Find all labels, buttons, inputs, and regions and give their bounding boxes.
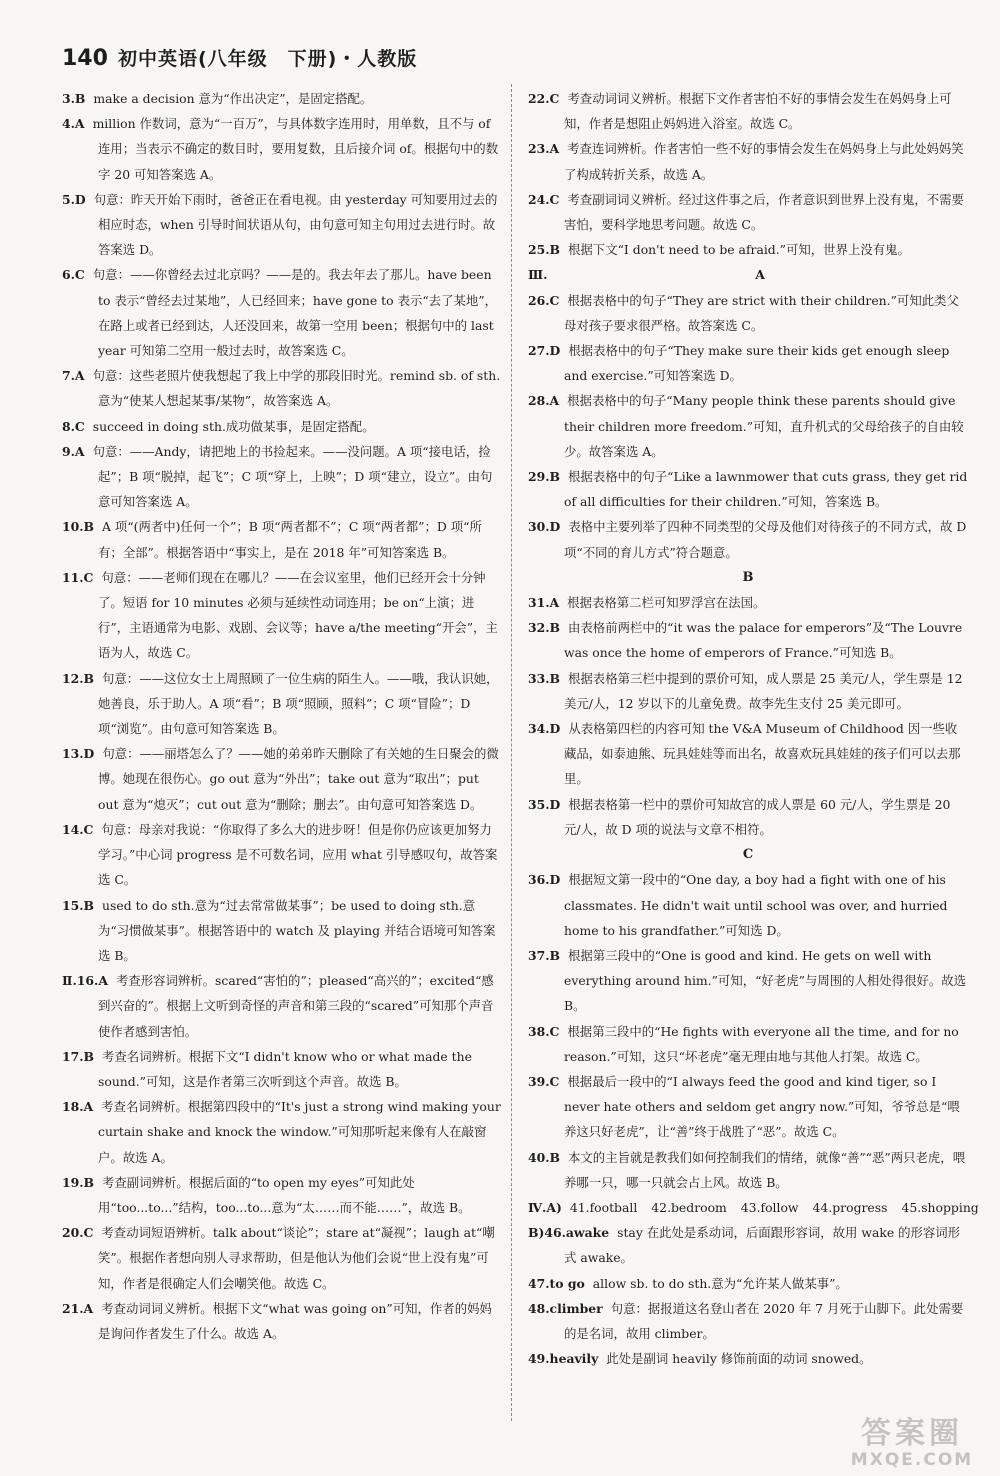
answer-explanation: 考查名词辨析。根据第四段中的“It's just a strong wind making your curtain shake and knock the window.”可知那听起来像有人在敲窗户。故选 A。	[98, 1099, 501, 1165]
answer-number: 27.D	[528, 343, 561, 359]
answer-number: 8.C	[62, 418, 85, 434]
watermark-bottom-text: MXQE.COM	[850, 1450, 974, 1470]
answer-explanation: 考查名词辨析。根据下文“I didn't know who or what made the sound.”可知，这是作者第三次听到这个声音。故选 B。	[98, 1048, 472, 1089]
answer-number: 35.D	[528, 796, 561, 812]
answer-item	[528, 86, 968, 136]
section-4-label: Ⅳ.A)	[528, 1199, 562, 1215]
answer-number: 32.B	[528, 620, 561, 636]
answer-explanation: 根据最后一段中的“I always feed the good and kind tiger, so I never hate others and seldom get angry now.”可知，爷爷总是“喂养这只好老虎”，让“善”终于战胜了“恶”。故选 C。	[564, 1073, 960, 1140]
answer-number: 33.B	[528, 670, 561, 686]
answer-item	[62, 414, 502, 439]
page-header	[62, 44, 970, 78]
answer-number: 34.D	[528, 721, 561, 737]
answer-explanation: 由表格前两栏中的“it was the palace for emperors”及“The Louvre was once the home of emperors of France.”可知选 B。	[564, 620, 963, 661]
answers-46-49	[528, 1220, 968, 1371]
answer-number: 13.D	[62, 746, 95, 762]
answer-item	[528, 590, 968, 615]
answer-explanation: 考查动词词义辨析。根据下文作者害怕不好的事情会发生在妈妈身上可知，作者是想阻止妈妈进入浴室。故选 C。	[564, 91, 952, 132]
answer-item	[528, 867, 968, 943]
answer-item	[62, 565, 502, 666]
section-3-label: Ⅲ.	[528, 267, 548, 283]
answer-item	[528, 716, 968, 792]
answer-item	[62, 1220, 502, 1296]
answer-number: 23.A	[528, 141, 560, 157]
answer-explanation: stay 在此处是系动词，后面跟形容词，故用 wake 的形容词形式 awake。	[564, 1225, 961, 1266]
fill-answer: 43.follow	[740, 1199, 799, 1215]
watermark-logo	[842, 1408, 982, 1470]
answer-number: 12.B	[62, 670, 95, 686]
fill-answer: 44.progress	[812, 1199, 888, 1215]
answer-item	[528, 136, 968, 186]
answer-explanation: allow sb. to do sth.意为“允许某人做某事”。	[592, 1275, 848, 1291]
answer-item	[528, 514, 968, 564]
fill-answer: 42.bedroom	[651, 1199, 727, 1215]
answer-number: 9.A	[62, 443, 85, 459]
answer-number: 25.B	[528, 242, 561, 258]
answer-number: 3.B	[62, 91, 86, 106]
answer-number: B)46.awake	[528, 1225, 610, 1241]
column-divider	[511, 84, 512, 1421]
answer-number: Ⅱ.16.A	[62, 973, 108, 989]
answer-item	[528, 943, 968, 1019]
answer-item	[528, 288, 968, 338]
page-number: 140	[62, 46, 108, 71]
section-a-label: A	[755, 267, 765, 283]
left-column	[62, 86, 502, 1346]
answer-item	[62, 1170, 502, 1220]
answer-item	[528, 1145, 968, 1195]
answer-item	[528, 338, 968, 388]
answer-explanation: 根据第三段中的“One is good and kind. He gets on well with everything around him.”可知，“好老虎”与周围的人相处得很好。故选 B。	[564, 947, 967, 1014]
answer-explanation: 根据第三段中的“He fights with everyone all the time, and for no reason.”可知，这只“坏老虎”毫无理由地与其他人打架。故选 C。	[564, 1023, 959, 1064]
answer-item	[62, 111, 502, 187]
answer-explanation: 句意：——Andy，请把地上的书捡起来。——没问题。A 项“接电话，捡起”；B 项“脱掉，起飞”；C 项“穿上，上映”；D 项“建立，设立”。由句意可知答案选 A。	[92, 443, 493, 510]
answer-item	[62, 1094, 502, 1170]
answer-explanation: used to do sth.意为“过去常常做某事”；be used to doing sth.意为“习惯做某事”。根据答语中的 watch 及 playing 并结合语境可知答案选 B。	[98, 897, 496, 963]
answer-explanation: 本文的主旨就是教我们如何控制我们的情绪，就像“善”“恶”两只老虎，喂养哪一只，哪一只就会占上风。故选 B。	[564, 1149, 966, 1190]
answer-explanation: 考查形容词辨析。scared“害怕的”；pleased“高兴的”；excited“感到兴奋的”。根据上文听到奇怪的声音和第三段的“scared”可知那个声音使作者感到害怕。	[98, 973, 494, 1039]
answer-explanation: make a decision 意为“作出决定”，是固定搭配。	[93, 91, 373, 106]
answer-item	[528, 666, 968, 716]
answer-item	[62, 968, 502, 1044]
answer-explanation: 句意：——这位女士上周照顾了一位生病的陌生人。——哦，我认识她，她善良，乐于助人。A 项“看”；B 项“照顾，照料”；C 项“冒险”；D 项“浏览”。由句意可知答案选 B。	[98, 670, 499, 737]
answer-item	[528, 187, 968, 237]
answers-22-25	[528, 86, 968, 262]
answer-number: 4.A	[62, 116, 85, 132]
answer-number: 38.C	[528, 1023, 560, 1039]
answer-item	[62, 741, 502, 817]
answer-item	[62, 666, 502, 742]
answer-number: 19.B	[62, 1174, 95, 1190]
answers-31-35	[528, 590, 968, 842]
answer-number: 28.A	[528, 393, 560, 409]
answer-item	[62, 1044, 502, 1094]
answers-36-40	[528, 867, 968, 1195]
right-column	[528, 86, 979, 1371]
answer-explanation: 句意：母亲对我说：“你取得了多么大的进步呀！但是你仍应该更加努力学习。”中心词 progress 是不可数名词，应用 what 引导感叹句，故答案选 C。	[98, 821, 498, 888]
answer-item	[62, 86, 502, 111]
answer-item	[528, 237, 968, 262]
answer-explanation: 根据下文“I don't need to be afraid.”可知，世界上没有鬼。	[568, 242, 910, 258]
answer-item	[528, 1069, 968, 1145]
answer-number: 47.to go	[528, 1275, 585, 1291]
answer-explanation: 根据表格第三栏中提到的票价可知，成人票是 25 美元/人，学生票是 12 美元/人，12 岁以下的儿童免费。故李先生支付 25 美元即可。	[564, 670, 963, 711]
answer-explanation: 考查副词辨析。根据后面的“to open my eyes”可知此处用“too...to...”结构，too...to...意为“太……而不能……”，故选 B。	[98, 1174, 471, 1215]
answer-item	[62, 817, 502, 893]
answer-item	[528, 388, 968, 464]
answer-explanation: A 项“(两者中)任何一个”；B 项“两者都不”；C 项“两者都”；D 项“所有；全部”。根据答语中“事实上，是在 2018 年”可知答案选 B。	[98, 519, 482, 560]
answer-number: 49.heavily	[528, 1351, 599, 1367]
answer-item	[528, 1271, 968, 1296]
answer-number: 40.B	[528, 1149, 561, 1165]
answer-number: 26.C	[528, 292, 560, 308]
answer-item	[62, 262, 502, 363]
answers-26-30	[528, 288, 968, 565]
answer-item	[62, 363, 502, 413]
answer-number: 7.A	[62, 368, 85, 384]
answer-explanation: 句意：——丽塔怎么了？——她的弟弟昨天删除了有关她的生日聚会的微博。她现在很伤心。go out 意为“外出”；take out 意为“取出”；put out 意为“熄灭”；cut out 意为“删除；删去”。由句意可知答案选 D。	[98, 746, 499, 812]
answer-explanation: 根据表格中的句子“Many people think these parents should give their children more freedom.”可知，直升机式的父母给孩子的自由较少。故答案选 A。	[564, 393, 964, 459]
answer-number: 15.B	[62, 897, 95, 913]
answer-item	[528, 615, 968, 665]
answer-item	[528, 464, 968, 514]
answer-explanation: 句意：这些老照片使我想起了我上中学的那段旧时光。remind sb. of sth.意为“使某人想起某事/某物”，故答案选 A。	[92, 368, 501, 409]
answer-number: 21.A	[62, 1300, 94, 1316]
answer-explanation: 句意：昨天开始下雨时，爸爸正在看电视。由 yesterday 可知要用过去的相应时态，when 引导时间状语从句，由句意可知主句用过去进行时。故答案选 D。	[93, 191, 498, 258]
answer-item	[62, 893, 502, 969]
answer-number: 17.B	[62, 1048, 95, 1064]
section-b-label: B	[742, 569, 754, 585]
answer-explanation: 句意：据报道这名登山者在 2020 年 7 月死于山脚下。此处需要的是名词，故用 climber。	[564, 1300, 964, 1341]
answer-number: 6.C	[62, 267, 85, 283]
answer-number: 20.C	[62, 1225, 94, 1241]
book-title: 初中英语(八年级 下册)・人教版	[117, 48, 418, 70]
answer-number: 14.C	[62, 821, 94, 837]
answer-item	[528, 1019, 968, 1069]
answer-explanation: 根据表格第二栏可知罗浮宫在法国。	[567, 595, 766, 611]
answer-explanation: 考查副词词义辨析。经过这件事之后，作者意识到世界上没有鬼，不需要害怕，要科学地思考问题。故选 C。	[564, 191, 964, 233]
answer-explanation: 从表格第四栏的内容可知 the V&A Museum of Childhood 因一些收藏品，如泰迪熊、玩具娃娃等而出名，故喜欢玩具娃娃的孩子们可以去那里。	[564, 721, 961, 787]
answer-item	[528, 1296, 968, 1346]
answer-item	[62, 439, 502, 515]
answer-explanation: 此处是副词 heavily 修饰前面的动词 snowed。	[606, 1351, 872, 1367]
answer-explanation: succeed in doing sth.成功做某事，是固定搭配。	[92, 418, 375, 434]
answer-number: 37.B	[528, 947, 561, 963]
answer-number: 30.D	[528, 519, 561, 535]
answer-number: 48.climber	[528, 1300, 603, 1316]
fill-answer: 45.shopping	[901, 1199, 979, 1215]
answer-explanation: 表格中主要列举了四种不同类型的父母及他们对待孩子的不同方式，故 D 项“不同的育儿方式”符合题意。	[564, 519, 967, 560]
answer-explanation: 根据短文第一段中的“One day, a boy had a fight with one of his classmates. He didn't wait until school was over, and hurried home to his grandfather.”可知选 D。	[564, 872, 948, 938]
answer-number: 22.C	[528, 91, 560, 106]
answer-number: 11.C	[62, 569, 94, 585]
answer-number: 36.D	[528, 872, 561, 888]
answer-explanation: 根据表格中的句子“They are strict with their children.”可知此类父母对孩子要求很严格。故答案选 C。	[564, 292, 959, 333]
answer-item	[528, 792, 968, 842]
answer-number: 29.B	[528, 469, 561, 485]
section-3-heading	[528, 262, 968, 287]
answer-number: 18.A	[62, 1099, 94, 1115]
answer-explanation: 考查连词辨析。作者害怕一些不好的事情会发生在妈妈身上与此处妈妈笑了构成转折关系，故选 A。	[564, 141, 964, 182]
section-c-label: C	[742, 847, 754, 863]
answer-item	[528, 1346, 968, 1371]
answer-item	[62, 514, 502, 564]
answer-number: 31.A	[528, 595, 560, 611]
answer-explanation: million 作数词，意为“一百万”，与具体数字连用时，用单数，且不与 of 连用；当表示不确定的数目时，要用复数，且后接介词 of。根据句中的数字 20 可知答案选 A。	[92, 116, 499, 182]
answer-explanation: 考查动词词义辨析。根据下文“what was going on”可知，作者的妈妈是询问作者发生了什么。故选 A。	[98, 1300, 492, 1341]
answer-number: 39.C	[528, 1073, 560, 1089]
answer-number: 10.B	[62, 519, 95, 535]
answer-explanation: 根据表格第一栏中的票价可知故宫的成人票是 60 元/人，学生票是 20 元/人，故 D 项的说法与文章不相符。	[564, 796, 951, 837]
answer-explanation: 根据表格中的句子“They make sure their kids get enough sleep and exercise.”可知答案选 D。	[564, 343, 950, 384]
answer-item	[62, 1296, 502, 1346]
watermark-top-text: 答案圈	[861, 1416, 963, 1451]
fill-answer: 41.football	[569, 1199, 638, 1215]
answer-number: 5.D	[62, 191, 86, 207]
answers-41-45	[528, 1195, 979, 1220]
answer-explanation: 根据表格中的句子“Like a lawnmower that cuts grass, they get rid of all difficulties for their children.”可知，答案选 B。	[564, 469, 968, 510]
answer-item	[62, 187, 502, 263]
answer-explanation: 句意：——老师们现在在哪儿？——在会议室里，他们已经开会十分钟了。短语 for 10 minutes 必须与延续性动词连用；be on“上演；进行”，主语通常为电影、戏剧、会议等；have a/the meeting“开会”，主语为人，故选 C。	[98, 569, 498, 661]
answer-explanation: 句意：——你曾经去过北京吗？——是的。我去年去了那儿。have been to 表示“曾经去过某地”，人已经回来；have gone to 表示“去了某地”，在路上或者已经到达，人还没回来，故第一空用 been；根据句中的 last year 可知第二空用一般过去时，故答案选 C。	[92, 267, 497, 359]
answer-explanation: 考查动词短语辨析。talk about“谈论”；stare at“凝视”；laugh at“嘲笑”。根据作者想向别人寻求帮助，但是他认为他们会说“世上没有鬼”可知，作者是很确定人们会嘲笑他。故选 C。	[98, 1225, 495, 1291]
answer-item	[528, 1220, 968, 1270]
answer-number: 24.C	[528, 191, 560, 207]
